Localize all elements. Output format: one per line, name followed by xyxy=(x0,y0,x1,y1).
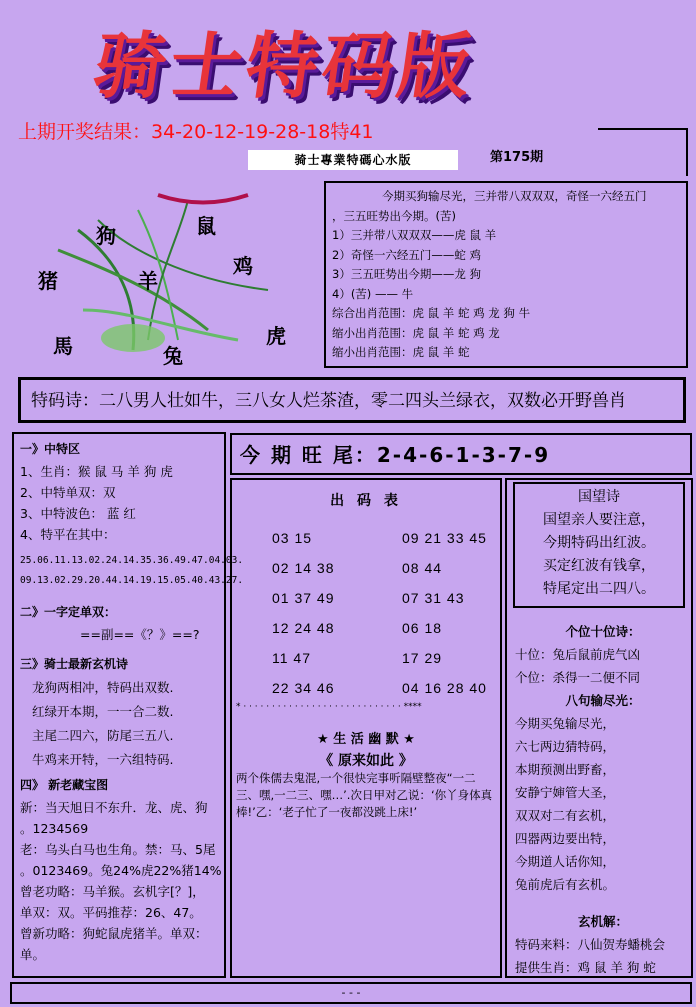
chart-cell-left: 22 34 46 xyxy=(272,680,335,696)
section-title: 三》骑士最新玄机诗 xyxy=(20,657,129,671)
map-line: 曾老功略：马羊猴。玄机字[？]， xyxy=(20,884,205,899)
chart-cell-left: 02 14 38 xyxy=(272,560,335,576)
poem-line: 特尾定出二四八。 xyxy=(543,581,655,597)
left-column xyxy=(12,432,244,978)
poem-line: 双双对二有玄机， xyxy=(515,808,616,823)
numbers-row: 09.13.02.29.20.44.14.19.15.05.40.43.27. xyxy=(20,575,244,586)
list-item: 2、中特单双：双 xyxy=(20,485,116,500)
zodiac-dog: 狗 xyxy=(96,224,116,248)
issue-number: 第175期 xyxy=(490,150,544,165)
map-line: 。1234569 xyxy=(20,821,89,836)
poem-line: 本期预测出野畜， xyxy=(515,762,616,777)
tips-line: 今期买狗输尽光，三并带八双双双，奇怪一六经五门 xyxy=(382,189,647,203)
zodiac-horse: 馬 xyxy=(53,334,73,358)
map-line: 单双：双。平码推荐：26、47。 xyxy=(20,905,202,920)
tips-line: 4）(苦) —— 牛 xyxy=(332,286,414,301)
chart-cell-right: 07 31 43 xyxy=(402,590,465,606)
poem-line: 买定红波有钱拿， xyxy=(543,558,655,574)
section-title: 个位十位诗： xyxy=(565,624,641,639)
subtitle-bar: 骑士專業特碼心水版 xyxy=(248,150,458,170)
poem-line: 安静宁婶管大圣， xyxy=(515,785,616,800)
tips-line: 缩小出肖范围：虎 鼠 羊 蛇 xyxy=(332,345,470,359)
tips-line: ，三五旺势出今期。(苦) xyxy=(332,208,456,223)
poem-line: 龙狗两相冲，特码出双数. xyxy=(32,680,174,695)
number-chart xyxy=(230,478,502,978)
odd-even-line: ==副==《？》==? xyxy=(80,627,200,642)
poem-line: 今期买兔输尽光， xyxy=(515,716,616,731)
zodiac-rabbit: 兔 xyxy=(163,344,183,368)
zodiac-goat: 羊 xyxy=(138,269,158,293)
poem-line: 四器两边要出特， xyxy=(515,831,616,846)
right-content xyxy=(515,620,691,979)
guowang-title: 国望诗 xyxy=(578,489,620,505)
special-poem-bar: 特码诗：二八男人壮如牛，三八女人烂茶渣，零二四头兰绿衣，双数必开野兽肖 xyxy=(18,377,686,423)
zodiac-tiger: 虎 xyxy=(266,324,286,348)
list-item: 1、生肖：猴 鼠 马 羊 狗 虎 xyxy=(20,464,173,479)
last-result: 上期开奖结果：34-20-12-19-28-18特41 xyxy=(18,121,374,143)
poem-line: 六七两边猜特码， xyxy=(515,739,616,754)
map-line: 单。 xyxy=(20,947,46,962)
poem-line: 主尾二四六，防尾三五八. xyxy=(32,728,174,743)
tips-line: 3）三五旺势出今期——龙 狗 xyxy=(332,267,481,281)
map-line: 老：乌头白马也生角。禁：马、5尾 xyxy=(20,842,216,857)
poem-line: 个位：杀得一二便不同 xyxy=(515,670,641,685)
poem-line: 今期道人话你知， xyxy=(515,854,616,869)
chart-title: 出 码 表 xyxy=(330,493,402,509)
page-title: 骑士特码版 xyxy=(88,23,481,108)
map-line: 新：当天旭日不东升．龙、虎、狗 xyxy=(20,800,208,815)
poem-line: 国望亲人要注意， xyxy=(543,512,655,528)
footer-text: - - - xyxy=(341,986,361,999)
chart-cell-left: 11 47 xyxy=(272,650,311,666)
numbers-row: 25.06.11.13.02.24.14.35.36.49.47.04.03. xyxy=(20,555,244,566)
section-title: 八句输尽光： xyxy=(565,693,641,708)
chart-cell-right: 06 18 xyxy=(402,620,443,636)
zodiac-rooster: 鸡 xyxy=(233,254,253,278)
humor-title: ★ 生 活 幽 默 ★ xyxy=(317,732,415,747)
chart-cell-left: 12 24 48 xyxy=(272,620,335,636)
poem-line: 兔前虎后有玄机。 xyxy=(515,877,616,892)
chart-cell-right: 08 44 xyxy=(402,560,443,576)
lucky-tail-bar: 今 期 旺 尾：2-4-6-1-3-7-9 xyxy=(230,433,692,475)
poem-line: 特码来料：八仙贺寿蟠桃会 xyxy=(515,937,666,952)
chart-cell-right: 17 29 xyxy=(402,650,443,666)
guowang-poem-box xyxy=(513,482,685,608)
chart-cell-left: 01 37 49 xyxy=(272,590,335,606)
chart-cell-right: 09 21 33 45 xyxy=(402,530,487,546)
tips-line: 2）奇怪一六经五门——蛇 鸡 xyxy=(332,247,481,262)
chart-cell-right: 04 16 28 40 xyxy=(402,680,487,696)
zodiac-rat: 鼠 xyxy=(196,214,216,238)
chart-cell-left: 03 15 xyxy=(272,530,313,546)
tips-line: 缩小出肖范围：虎 鼠 羊 蛇 鸡 龙 xyxy=(332,325,500,340)
zodiac-pig: 猪 xyxy=(38,269,58,293)
humor-text: 两个侏儒去鬼混,一个很快完事听隔壁整夜“一二三、嘿,一二三、嘿…’.次日甲对乙说：‘你丫身体真棒!’乙：‘老子忙了一夜都没跳上床!’ xyxy=(236,771,493,819)
poem-line: 提供生肖：鸡 鼠 羊 狗 蛇 xyxy=(515,960,656,975)
zodiac-illustration xyxy=(38,190,308,368)
dotted-divider: * · · · · · · · · · · · · · · · · · · · · · · · · · · · · **** xyxy=(236,702,422,712)
poem-line: 牛鸡来开特，一六组特码. xyxy=(32,752,174,767)
tips-line: 1）三并带八双双双——虎 鼠 羊 xyxy=(332,228,497,242)
tips-box xyxy=(324,181,688,368)
section-title: 四》 新老藏宝图 xyxy=(20,778,109,792)
list-item: 4、特平在其中： xyxy=(20,527,116,542)
tips-line: 综合出肖范围：虎 鼠 羊 蛇 鸡 龙 狗 牛 xyxy=(332,306,531,320)
issue-frame xyxy=(598,128,688,176)
bottom-bar xyxy=(10,982,692,1004)
poem-line: 今期特码出红波。 xyxy=(543,535,655,551)
map-line: 。0123469。兔24%虎22%猪14% xyxy=(20,863,222,878)
list-item: 3、中特波色： 蓝 红 xyxy=(20,506,136,521)
poem-line: 十位：兔后鼠前虎气凶 xyxy=(515,647,641,662)
section-title: 玄机解： xyxy=(577,914,628,929)
humor-subtitle: 《 原来如此 》 xyxy=(319,753,413,769)
map-line: 曾新功略：狗蛇鼠虎猪羊。单双： xyxy=(20,926,208,941)
section-title: 二》一字定单双： xyxy=(20,605,117,619)
poem-line: 红绿开本期，一一合二数. xyxy=(32,704,174,719)
section-title: 一》中特区 xyxy=(20,442,81,456)
